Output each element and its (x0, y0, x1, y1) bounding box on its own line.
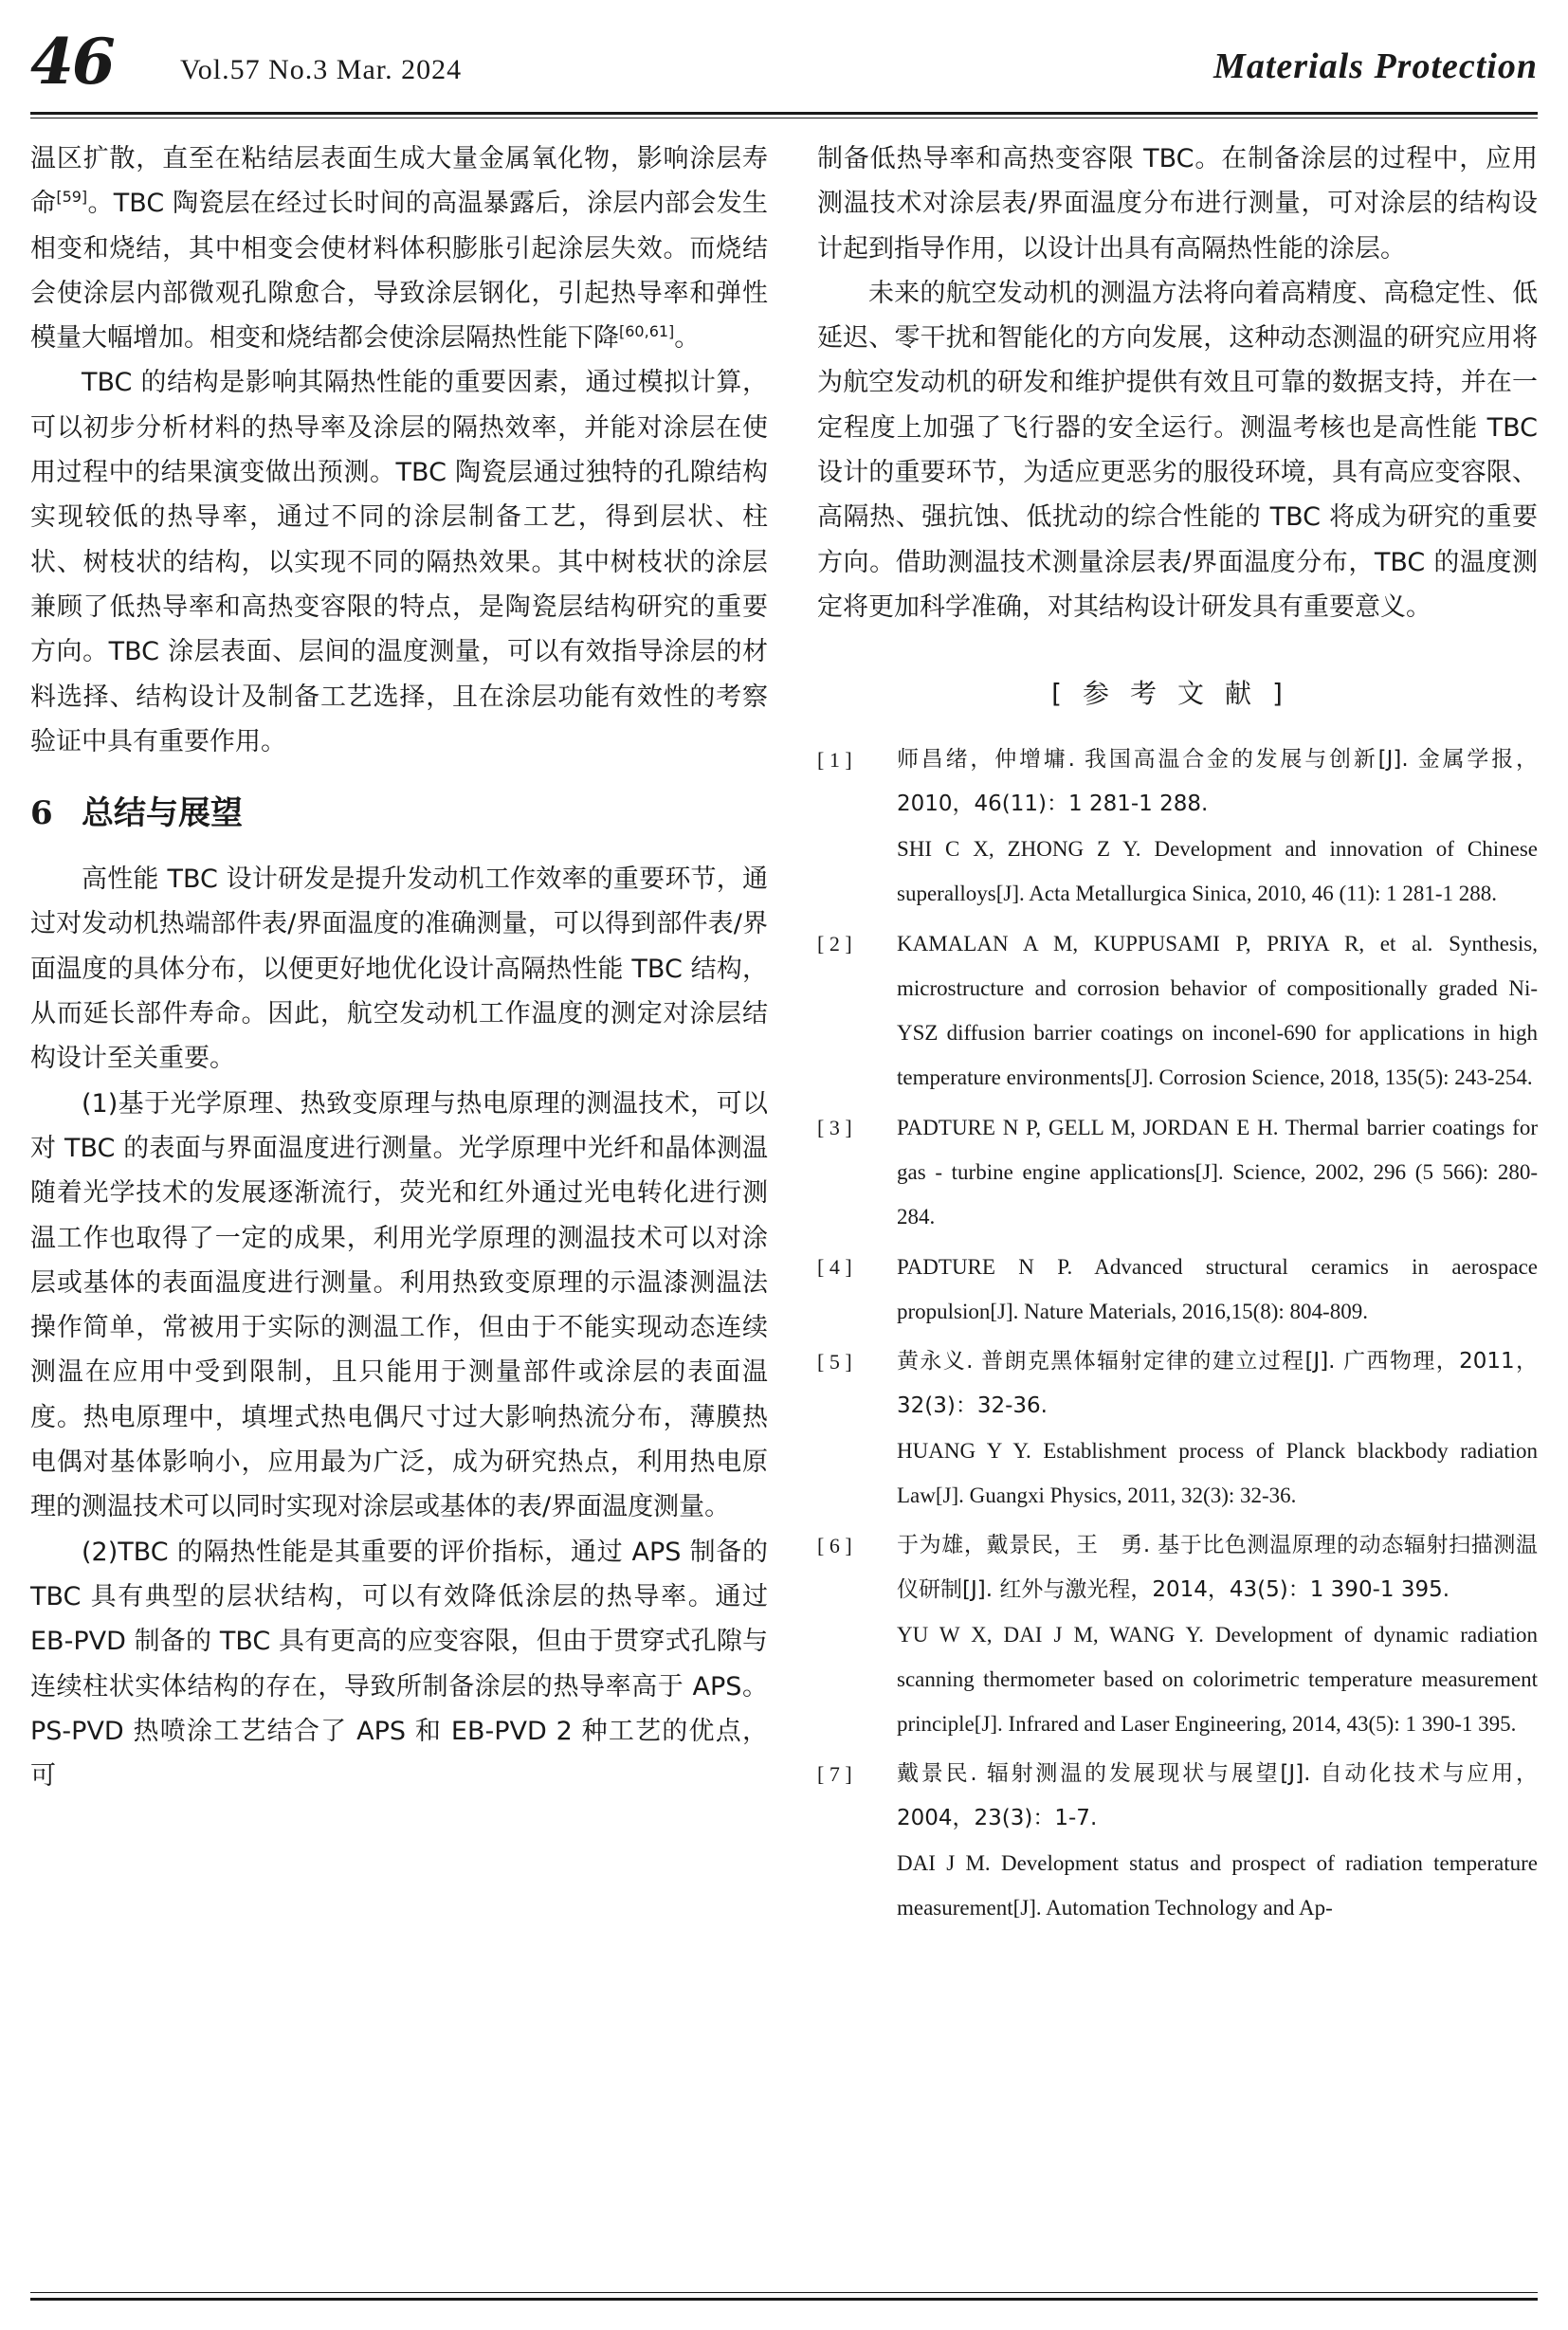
text-run: 温区扩散，直至在粘结层表面生成大量金属氧化物，影响涂层寿命 (30, 144, 768, 219)
reference-text-en: DAI J M. Development status and prospect of radiation temperature measurement[J]. Automation Technology and Ap- (897, 1851, 1538, 1920)
reference-text-en: PADTURE N P. Advanced structural ceramics in aerospace propulsion[J]. Nature Materials, 2016,15(8): 804-809. (897, 1255, 1538, 1324)
reference-text-en: HUANG Y Y. Establishment process of Planck blackbody radiation Law[J]. Guangxi Physics, 2011, 32(3): 32-36. (897, 1439, 1538, 1508)
section-title: 总结与展望 (82, 794, 243, 833)
left-column (30, 137, 768, 1798)
text-run: 。 (674, 323, 701, 354)
reference-item (817, 1339, 1538, 1518)
reference-number: [ 5 ] (817, 1350, 852, 1374)
paragraph: 制备低热导率和高热变容限 TBC。在制备涂层的过程中，应用测温技术对涂层表/界面温度分布进行测量，可对涂层的结构设计起到指导作用，以设计出具有高隔热性能的涂层。 (817, 144, 1538, 264)
paragraph (30, 137, 768, 360)
reference-item (817, 1245, 1538, 1334)
reference-number: [ 1 ] (817, 748, 852, 773)
page-number: 46 (30, 25, 114, 99)
paragraph: TBC 的结构是影响其隔热性能的重要因素，通过模拟计算，可以初步分析材料的热导率及涂层的隔热效率，并能对涂层在使用过程中的结果演变做出预测。TBC 陶瓷层通过独特的孔隙结构实现较低的热导率，通过不同的涂层制备工艺，得到层状、柱状、树枝状的结构，以实现不同的隔热效果。其中树枝状的涂层兼顾了低热导率和高热变容限的特点，是陶瓷层结构研究的重要方向。TBC 涂层表面、层间的温度测量，可以有效指导涂层的材料选择、结构设计及制备工艺选择，且在涂层功能有效性的考察验证中具有重要作用。 (30, 368, 768, 756)
reference-item (817, 737, 1538, 916)
reference-list (817, 737, 1538, 1930)
reference-number: [ 3 ] (817, 1116, 852, 1140)
reference-item (817, 1523, 1538, 1746)
section-number: 6 (30, 794, 53, 833)
reference-text-en: KAMALAN A M, KUPPUSAMI P, PRIYA R, et al. Synthesis, microstructure and corrosion behavior of compositionally graded Ni-YSZ diffusion barrier coatings on inconel-690 for applications in high temperature environments[J]. Corrosion Science, 2018, 135(5): 243-254. (897, 932, 1538, 1090)
footer-rule-thin (30, 2292, 1538, 2293)
right-column (817, 137, 1538, 1936)
paragraph: (2)TBC 的隔热性能是其重要的评价指标，通过 APS 制备的 TBC 具有典型的层状结构，可以有效降低涂层的热导率。通过 EB-PVD 制备的 TBC 具有更高的应变容限，但由于贯穿式孔隙与连续柱状实体结构的存在，导致所制备涂层的热导率高于 APS。PS-PVD 热喷涂工艺结合了 APS 和 EB-PVD 2 种工艺的优点，可 (30, 1537, 768, 1792)
reference-item (817, 1752, 1538, 1930)
citation: [59] (56, 188, 88, 207)
reference-text-en: YU W X, DAI J M, WANG Y. Development of dynamic radiation scanning thermometer based on colorimetric temperature measurement principle[J]. Infrared and Laser Engineering, 2014, 43(5): 1 390-1 395. (897, 1623, 1538, 1737)
paragraph: 高性能 TBC 设计研发是提升发动机工作效率的重要环节，通过对发动机热端部件表/界面温度的准确测量，可以得到部件表/界面温度的具体分布，以便更好地优化设计高隔热性能 TBC 结构，从而延长部件寿命。因此，航空发动机工作温度的测定对涂层结构设计至关重要。 (30, 865, 768, 1074)
reference-text-en: SHI C X, ZHONG Z Y. Development and innovation of Chinese superalloys[J]. Acta Metallurgica Sinica, 2010, 46 (11): 1 281-1 288. (897, 837, 1538, 906)
reference-text-cn: 黄永义. 普朗克黑体辐射定律的建立过程[J]. 广西物理，2011，32(3)：32-36. (897, 1349, 1538, 1419)
references-title: [参考文献] (1051, 678, 1304, 710)
reference-number: [ 2 ] (817, 932, 852, 956)
paragraph: 未来的航空发动机的测温方法将向着高精度、高稳定性、低延迟、零干扰和智能化的方向发展，这种动态测温的研究应用将为航空发动机的研发和维护提供有效且可靠的数据支持，并在一定程度上加强了飞行器的安全运行。测温考核也是高性能 TBC 设计的重要环节，为适应更恶劣的服役环境，具有高应变容限、高隔热、强抗蚀、低扰动的综合性能的 TBC 将成为研究的重要方向。借助测温技术测量涂层表/界面温度分布，TBC 的温度测定将更加科学准确，对其结构设计研发具有重要意义。 (817, 278, 1538, 622)
reference-text-cn: 师昌绪，仲增墉. 我国高温合金的发展与创新[J]. 金属学报，2010，46(11)：1 281-1 288. (897, 747, 1538, 817)
reference-number: [ 7 ] (817, 1762, 852, 1787)
text-run: 。TBC 陶瓷层在经过长时间的高温暴露后，涂层内部会发生相变和烧结，其中相变会使材料体积膨胀引起涂层失效。而烧结会使涂层内部微观孔隙愈合，导致涂层钢化，引起热导率和弹性模量大幅增加。相变和烧结都会使涂层隔热性能下降 (30, 189, 769, 354)
page-header (30, 25, 1538, 104)
paragraph: (1)基于光学原理、热致变原理与热电原理的测温技术，可以对 TBC 的表面与界面温度进行测量。光学原理中光纤和晶体测温随着光学技术的发展逐渐流行，荧光和红外通过光电转化进行测温工作也取得了一定的成果，利用光学原理的测温技术可以对涂层或基体的表面温度进行测量。利用热致变原理的示温漆测温法操作简单，常被用于实际的测温工作，但由于不能实现动态连续测温在应用中受到限制，且只能用于测量部件或涂层的表面温度。热电原理中，填埋式热电偶尺寸过大影响热流分布，薄膜热电偶对基体影响小，应用最为广泛，成为研究热点，利用热电原理的测温技术可以同时实现对涂层或基体的表/界面温度测量。 (30, 1088, 768, 1522)
header-rule (30, 112, 1538, 115)
reference-item (817, 921, 1538, 1100)
issue-info: Vol.57 No.3 Mar. 2024 (180, 54, 463, 85)
footer-rule (30, 2298, 1538, 2301)
section-heading (30, 791, 768, 836)
reference-text-en: PADTURE N P, GELL M, JORDAN E H. Thermal barrier coatings for gas - turbine engine applications[J]. Science, 2002, 296 (5 566): 280-284. (897, 1116, 1538, 1229)
reference-number: [ 4 ] (817, 1255, 852, 1280)
journal-name: Materials Protection (1213, 46, 1538, 86)
reference-item (817, 1105, 1538, 1239)
reference-number: [ 6 ] (817, 1534, 852, 1558)
citation: [60,61] (619, 322, 675, 341)
reference-text-cn: 于为雄，戴景民，王 勇. 基于比色测温原理的动态辐射扫描测温仪研制[J]. 红外与激光程，2014，43(5)：1 390-1 395. (897, 1533, 1538, 1603)
reference-text-cn: 戴景民. 辐射测温的发展现状与展望[J]. 自动化技术与应用，2004，23(3)：1-7. (897, 1761, 1538, 1831)
